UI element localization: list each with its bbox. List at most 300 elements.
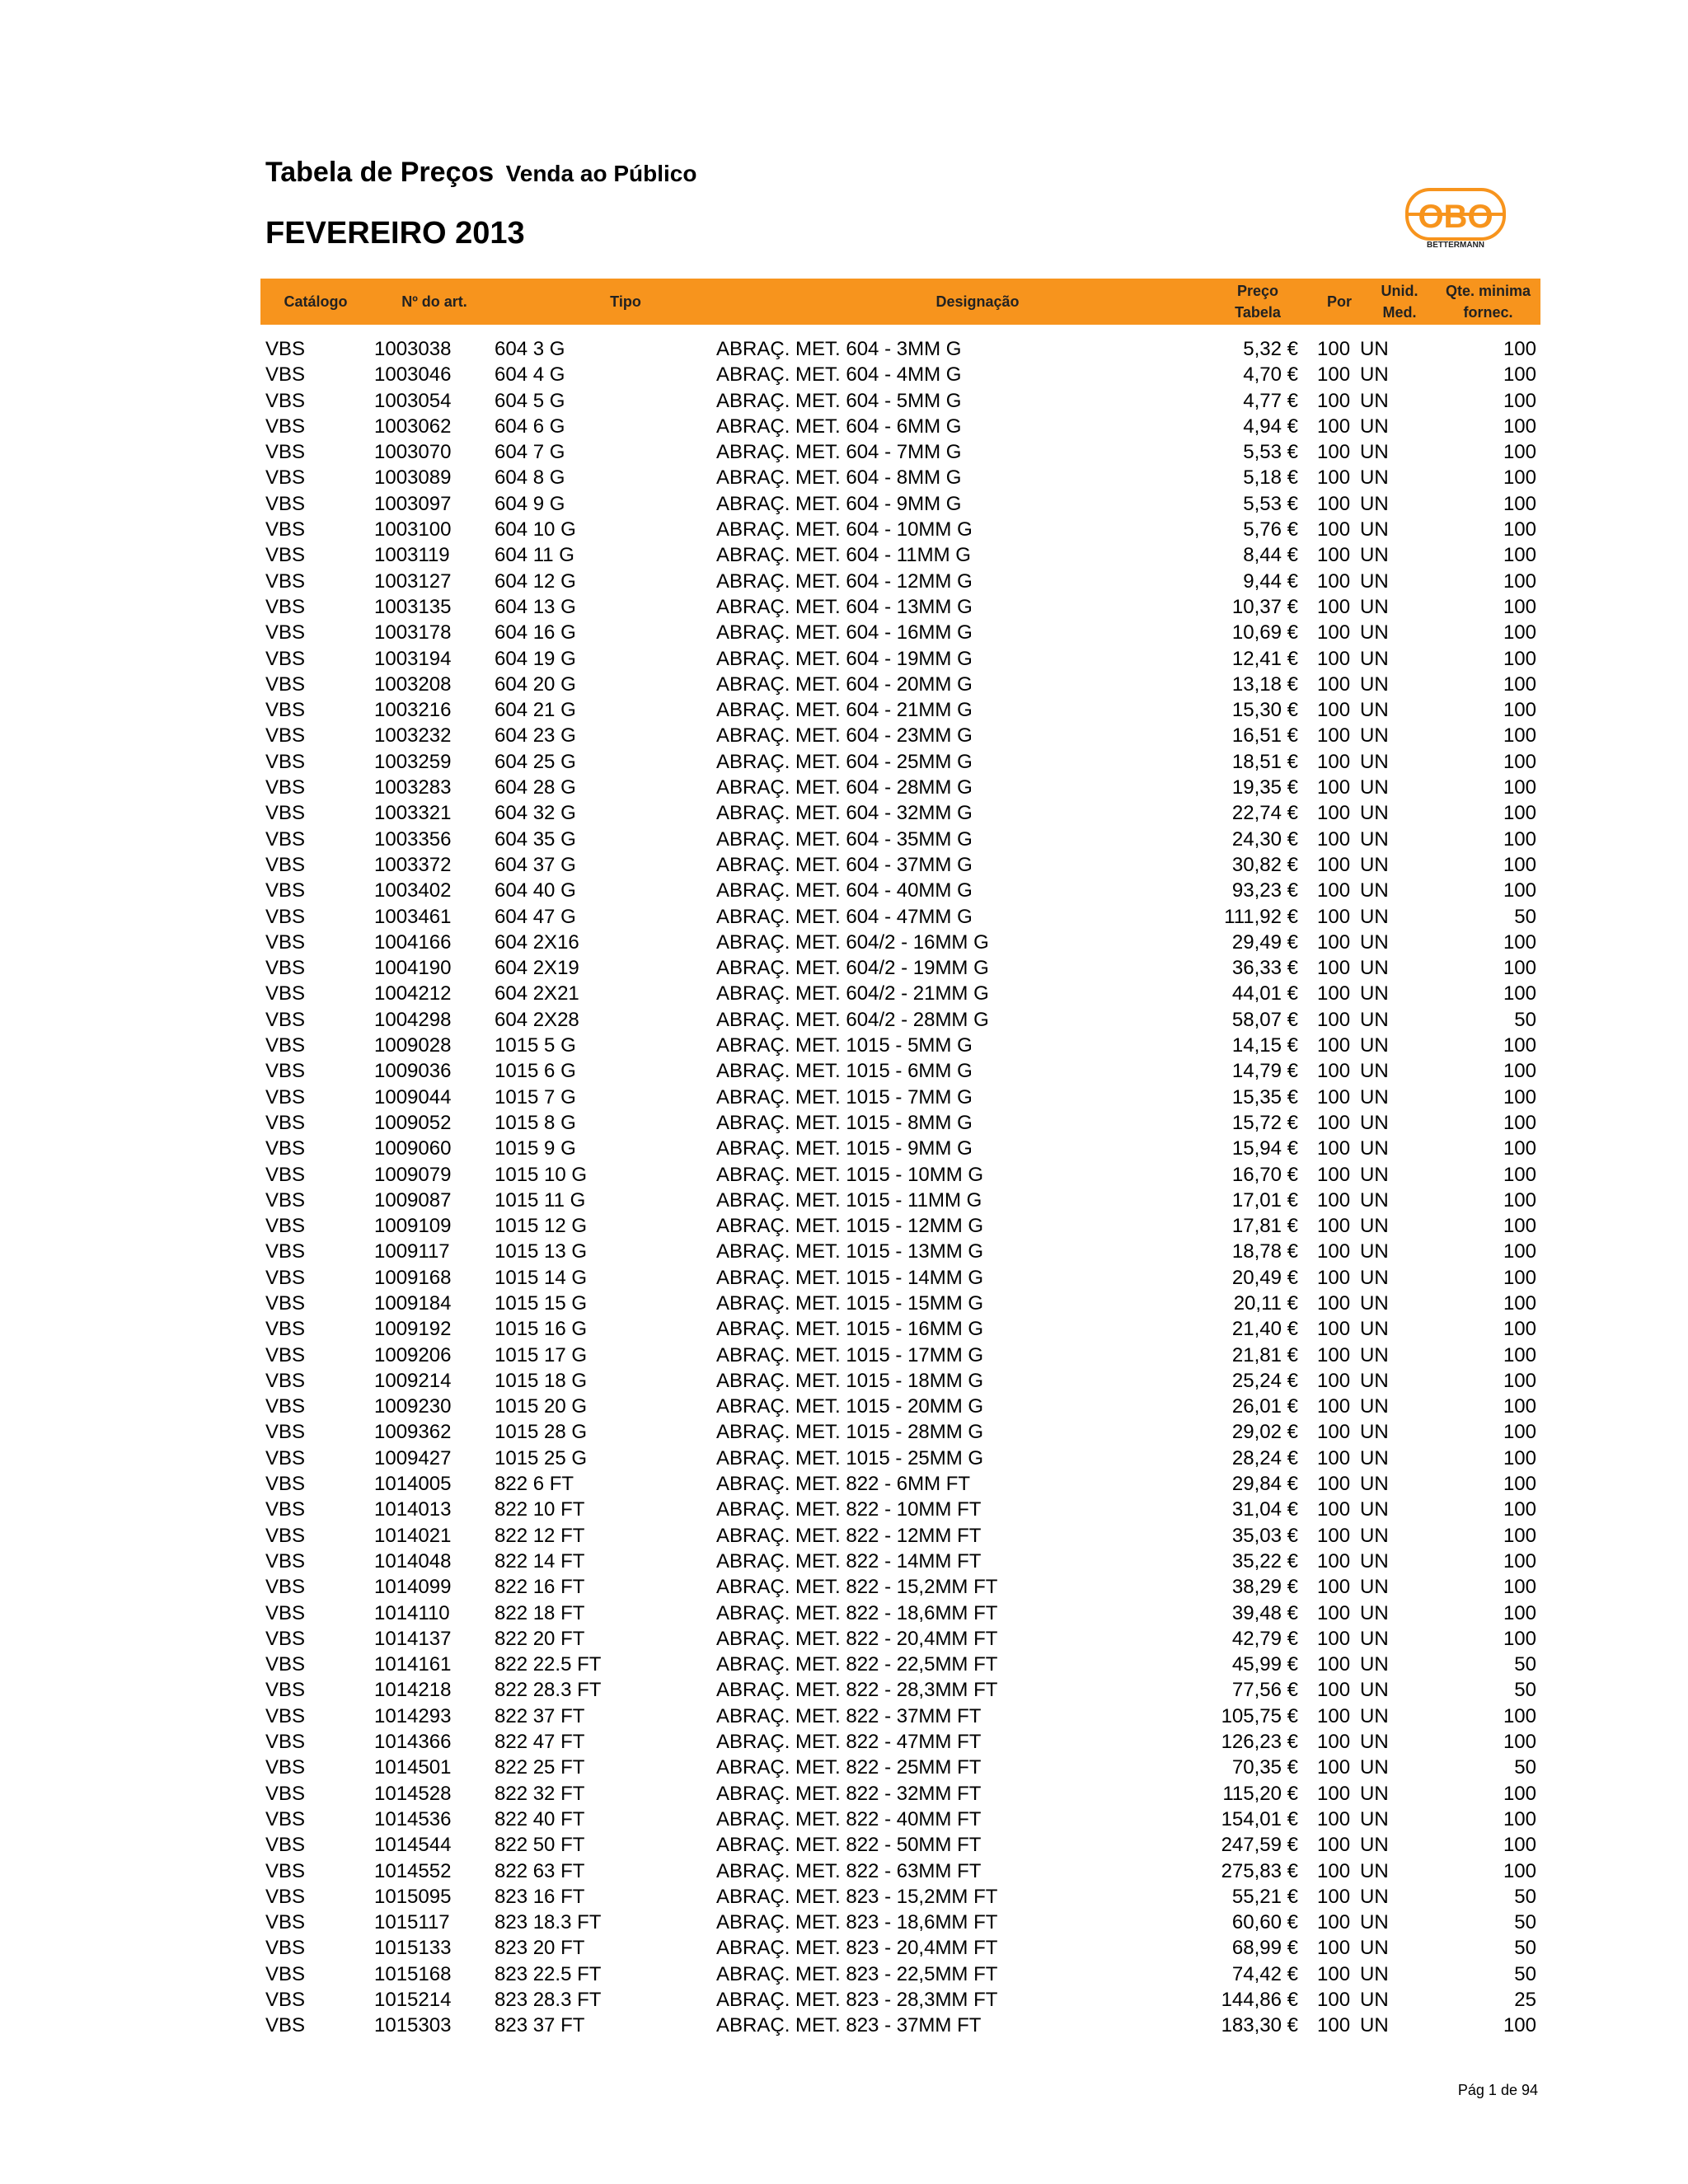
cell-preco: 36,33 €: [1231, 957, 1298, 980]
table-row: [0, 1033, 1688, 1058]
cell-n-art: 1014161: [374, 1653, 452, 1676]
table-row: [0, 1265, 1688, 1291]
cell-designacao: ABRAÇ. MET. 822 - 28,3MM FT: [716, 1679, 998, 1702]
cell-tipo: 823 20 FT: [495, 1937, 585, 1960]
table-row: [0, 672, 1688, 697]
cell-unid: UN: [1360, 1446, 1389, 1469]
cell-n-art: 1003194: [374, 647, 452, 670]
cell-qte-minima: 50: [1514, 1756, 1536, 1779]
cell-qte-minima: 100: [1503, 699, 1536, 722]
table-row: [0, 1704, 1688, 1729]
table-row: [0, 697, 1688, 723]
cell-qte-minima: 100: [1503, 1576, 1536, 1599]
cell-preco: 4,94 €: [1243, 415, 1298, 438]
cell-por: 100: [1317, 389, 1351, 412]
cell-qte-minima: 100: [1503, 1369, 1536, 1392]
cell-designacao: ABRAÇ. MET. 1015 - 17MM G: [716, 1343, 984, 1366]
cell-preco: 35,03 €: [1231, 1524, 1298, 1547]
cell-qte-minima: 100: [1503, 1240, 1536, 1263]
cell-unid: UN: [1360, 1163, 1389, 1186]
cell-unid: UN: [1360, 621, 1389, 644]
cell-catalogo: VBS: [265, 1859, 306, 1882]
cell-qte-minima: 50: [1514, 1911, 1536, 1934]
cell-tipo: 822 47 FT: [495, 1731, 585, 1754]
cell-qte-minima: 50: [1514, 1885, 1536, 1908]
cell-por: 100: [1317, 1498, 1351, 1521]
cell-n-art: 1003461: [374, 905, 452, 928]
table-row: [0, 1368, 1688, 1394]
cell-preco: 55,21 €: [1231, 1885, 1298, 1908]
col-por: [1315, 279, 1363, 325]
cell-tipo: 822 32 FT: [495, 1782, 585, 1805]
cell-unid: UN: [1360, 1343, 1389, 1366]
cell-qte-minima: 25: [1514, 1989, 1536, 2011]
cell-tipo: 1015 28 G: [495, 1421, 588, 1444]
cell-designacao: ABRAÇ. MET. 822 - 12MM FT: [716, 1524, 982, 1547]
cell-catalogo: VBS: [265, 957, 306, 980]
cell-designacao: ABRAÇ. MET. 604 - 28MM G: [716, 776, 973, 799]
cell-preco: 247,59 €: [1221, 1834, 1298, 1857]
table-row: [0, 1497, 1688, 1522]
cell-n-art: 1003038: [374, 338, 452, 360]
cell-n-art: 1003135: [374, 595, 452, 618]
cell-designacao: ABRAÇ. MET. 822 - 14MM FT: [716, 1549, 982, 1572]
cell-unid: UN: [1360, 957, 1389, 980]
cell-por: 100: [1317, 982, 1351, 1005]
cell-preco: 15,30 €: [1231, 699, 1298, 722]
cell-por: 100: [1317, 776, 1351, 799]
col-qte: [1436, 279, 1540, 325]
cell-designacao: ABRAÇ. MET. 604/2 - 19MM G: [716, 957, 989, 980]
cell-unid: UN: [1360, 2014, 1389, 2037]
cell-tipo: 822 20 FT: [495, 1627, 585, 1650]
cell-designacao: ABRAÇ. MET. 604 - 21MM G: [716, 699, 973, 722]
cell-n-art: 1009214: [374, 1369, 452, 1392]
cell-por: 100: [1317, 1601, 1351, 1624]
cell-catalogo: VBS: [265, 1240, 306, 1263]
cell-tipo: 604 32 G: [495, 802, 576, 825]
cell-unid: UN: [1360, 905, 1389, 928]
cell-unid: UN: [1360, 1601, 1389, 1624]
cell-tipo: 822 63 FT: [495, 1859, 585, 1882]
cell-tipo: 822 28.3 FT: [495, 1679, 602, 1702]
cell-n-art: 1003089: [374, 466, 452, 490]
cell-qte-minima: 100: [1503, 1291, 1536, 1315]
cell-catalogo: VBS: [265, 1318, 306, 1341]
cell-preco: 19,35 €: [1231, 776, 1298, 799]
cell-preco: 15,94 €: [1231, 1137, 1298, 1160]
table-row: [0, 1626, 1688, 1652]
cell-catalogo: VBS: [265, 982, 306, 1005]
cell-qte-minima: 100: [1503, 1111, 1536, 1134]
cell-n-art: 1014137: [374, 1627, 452, 1650]
cell-qte-minima: 100: [1503, 853, 1536, 876]
cell-qte-minima: 100: [1503, 1473, 1536, 1496]
cell-tipo: 604 25 G: [495, 750, 576, 773]
cell-tipo: 604 2X28: [495, 1008, 579, 1031]
cell-tipo: 822 25 FT: [495, 1756, 585, 1779]
cell-preco: 39,48 €: [1231, 1601, 1298, 1624]
cell-qte-minima: 100: [1503, 2014, 1536, 2037]
cell-designacao: ABRAÇ. MET. 1015 - 12MM G: [716, 1215, 984, 1238]
col-unid-line1: Unid.: [1381, 282, 1418, 299]
cell-catalogo: VBS: [265, 1989, 306, 2011]
cell-n-art: 1003356: [374, 827, 452, 851]
cell-designacao: ABRAÇ. MET. 822 - 40MM FT: [716, 1807, 982, 1830]
cell-designacao: ABRAÇ. MET. 1015 - 8MM G: [716, 1111, 973, 1134]
table-row: [0, 646, 1688, 672]
cell-unid: UN: [1360, 1034, 1389, 1057]
table-row: [0, 1961, 1688, 1987]
cell-por: 100: [1317, 415, 1351, 438]
cell-preco: 4,70 €: [1243, 363, 1298, 387]
cell-qte-minima: 50: [1514, 905, 1536, 928]
cell-designacao: ABRAÇ. MET. 604 - 8MM G: [716, 466, 962, 490]
cell-designacao: ABRAÇ. MET. 1015 - 7MM G: [716, 1085, 973, 1108]
cell-tipo: 822 40 FT: [495, 1807, 585, 1830]
cell-unid: UN: [1360, 776, 1389, 799]
cell-tipo: 1015 17 G: [495, 1343, 588, 1366]
cell-tipo: 604 7 G: [495, 441, 565, 464]
cell-por: 100: [1317, 1524, 1351, 1547]
cell-catalogo: VBS: [265, 1111, 306, 1134]
cell-tipo: 1015 25 G: [495, 1446, 588, 1469]
cell-catalogo: VBS: [265, 389, 306, 412]
cell-qte-minima: 100: [1503, 930, 1536, 954]
cell-n-art: 1014293: [374, 1704, 452, 1727]
cell-qte-minima: 100: [1503, 750, 1536, 773]
cell-catalogo: VBS: [265, 879, 306, 902]
table-row: [0, 1910, 1688, 1935]
cell-tipo: 822 18 FT: [495, 1601, 585, 1624]
cell-designacao: ABRAÇ. MET. 604 - 12MM G: [716, 569, 973, 593]
cell-designacao: ABRAÇ. MET. 604 - 32MM G: [716, 802, 973, 825]
cell-n-art: 1003372: [374, 853, 452, 876]
cell-preco: 74,42 €: [1231, 1962, 1298, 1985]
cell-designacao: ABRAÇ. MET. 823 - 20,4MM FT: [716, 1937, 998, 1960]
cell-unid: UN: [1360, 1240, 1389, 1263]
cell-n-art: 1003119: [374, 544, 450, 567]
cell-designacao: ABRAÇ. MET. 604 - 4MM G: [716, 363, 962, 387]
cell-por: 100: [1317, 1215, 1351, 1238]
cell-por: 100: [1317, 1859, 1351, 1882]
cell-unid: UN: [1360, 1885, 1389, 1908]
cell-preco: 8,44 €: [1243, 544, 1298, 567]
cell-catalogo: VBS: [265, 1807, 306, 1830]
cell-tipo: 604 6 G: [495, 415, 565, 438]
cell-n-art: 1014005: [374, 1473, 452, 1496]
cell-preco: 18,51 €: [1231, 750, 1298, 773]
cell-n-art: 1014366: [374, 1731, 452, 1754]
cell-qte-minima: 100: [1503, 1782, 1536, 1805]
cell-por: 100: [1317, 1163, 1351, 1186]
cell-n-art: 1015117: [374, 1911, 450, 1934]
cell-preco: 45,99 €: [1231, 1653, 1298, 1676]
cell-tipo: 604 10 G: [495, 518, 576, 541]
cell-qte-minima: 100: [1503, 1395, 1536, 1418]
cell-unid: UN: [1360, 853, 1389, 876]
table-row: [0, 1446, 1688, 1471]
cell-catalogo: VBS: [265, 1962, 306, 1985]
cell-n-art: 1009079: [374, 1163, 452, 1186]
cell-unid: UN: [1360, 647, 1389, 670]
cell-designacao: ABRAÇ. MET. 823 - 37MM FT: [716, 2014, 982, 2037]
cell-qte-minima: 100: [1503, 1549, 1536, 1572]
cell-tipo: 604 28 G: [495, 776, 576, 799]
col-n-art-label: Nº do art.: [401, 293, 467, 310]
cell-tipo: 604 16 G: [495, 621, 576, 644]
cell-tipo: 1015 16 G: [495, 1318, 588, 1341]
table-row: [0, 1394, 1688, 1419]
cell-unid: UN: [1360, 338, 1389, 360]
cell-por: 100: [1317, 879, 1351, 902]
cell-n-art: 1014501: [374, 1756, 452, 1779]
cell-designacao: ABRAÇ. MET. 604 - 5MM G: [716, 389, 962, 412]
cell-catalogo: VBS: [265, 1834, 306, 1857]
cell-preco: 20,49 €: [1231, 1266, 1298, 1289]
page-title-row: [265, 157, 696, 189]
cell-unid: UN: [1360, 1215, 1389, 1238]
cell-tipo: 1015 9 G: [495, 1137, 576, 1160]
cell-tipo: 604 37 G: [495, 853, 576, 876]
cell-qte-minima: 100: [1503, 338, 1536, 360]
cell-unid: UN: [1360, 1111, 1389, 1134]
cell-tipo: 604 21 G: [495, 699, 576, 722]
month-title: FEVEREIRO 2013: [265, 216, 525, 251]
cell-preco: 126,23 €: [1221, 1731, 1298, 1754]
cell-por: 100: [1317, 492, 1351, 515]
cell-unid: UN: [1360, 1756, 1389, 1779]
cell-n-art: 1014110: [374, 1601, 450, 1624]
cell-qte-minima: 100: [1503, 518, 1536, 541]
col-tipo-label: Tipo: [610, 293, 641, 310]
cell-catalogo: VBS: [265, 1601, 306, 1624]
cell-tipo: 1015 11 G: [495, 1188, 586, 1212]
cell-qte-minima: 100: [1503, 673, 1536, 696]
cell-por: 100: [1317, 1395, 1351, 1418]
cell-catalogo: VBS: [265, 2014, 306, 2037]
cell-unid: UN: [1360, 930, 1389, 954]
cell-designacao: ABRAÇ. MET. 1015 - 10MM G: [716, 1163, 984, 1186]
cell-qte-minima: 50: [1514, 1937, 1536, 1960]
table-row: [0, 852, 1688, 878]
cell-designacao: ABRAÇ. MET. 604 - 40MM G: [716, 879, 973, 902]
cell-por: 100: [1317, 1627, 1351, 1650]
cell-catalogo: VBS: [265, 1137, 306, 1160]
cell-qte-minima: 100: [1503, 957, 1536, 980]
cell-qte-minima: 100: [1503, 389, 1536, 412]
cell-por: 100: [1317, 441, 1351, 464]
table-row: [0, 1755, 1688, 1780]
cell-catalogo: VBS: [265, 802, 306, 825]
cell-tipo: 604 40 G: [495, 879, 576, 902]
cell-qte-minima: 100: [1503, 441, 1536, 464]
cell-catalogo: VBS: [265, 1937, 306, 1960]
cell-catalogo: VBS: [265, 338, 306, 360]
cell-n-art: 1014552: [374, 1859, 452, 1882]
cell-tipo: 1015 15 G: [495, 1291, 588, 1315]
table-row: [0, 414, 1688, 439]
table-row: [0, 1162, 1688, 1188]
cell-qte-minima: 100: [1503, 1215, 1536, 1238]
cell-designacao: ABRAÇ. MET. 1015 - 6MM G: [716, 1060, 973, 1083]
cell-catalogo: VBS: [265, 1085, 306, 1108]
cell-qte-minima: 100: [1503, 982, 1536, 1005]
cell-designacao: ABRAÇ. MET. 822 - 22,5MM FT: [716, 1653, 998, 1676]
cell-por: 100: [1317, 466, 1351, 490]
cell-designacao: ABRAÇ. MET. 822 - 63MM FT: [716, 1859, 982, 1882]
cell-preco: 58,07 €: [1231, 1008, 1298, 1031]
cell-catalogo: VBS: [265, 1034, 306, 1057]
cell-qte-minima: 100: [1503, 776, 1536, 799]
cell-tipo: 822 14 FT: [495, 1549, 585, 1572]
cell-qte-minima: 100: [1503, 1446, 1536, 1469]
cell-n-art: 1003232: [374, 724, 452, 748]
cell-unid: UN: [1360, 569, 1389, 593]
table-row: [0, 827, 1688, 852]
cell-qte-minima: 100: [1503, 1034, 1536, 1057]
cell-por: 100: [1317, 905, 1351, 928]
cell-n-art: 1015214: [374, 1989, 452, 2011]
cell-preco: 42,79 €: [1231, 1627, 1298, 1650]
cell-qte-minima: 100: [1503, 1859, 1536, 1882]
cell-catalogo: VBS: [265, 1653, 306, 1676]
cell-por: 100: [1317, 1266, 1351, 1289]
cell-tipo: 823 37 FT: [495, 2014, 585, 2037]
cell-por: 100: [1317, 1549, 1351, 1572]
cell-preco: 68,99 €: [1231, 1937, 1298, 1960]
cell-tipo: 604 20 G: [495, 673, 576, 696]
cell-tipo: 604 11 G: [495, 544, 574, 567]
cell-catalogo: VBS: [265, 905, 306, 928]
cell-qte-minima: 100: [1503, 1163, 1536, 1186]
cell-por: 100: [1317, 1834, 1351, 1857]
cell-designacao: ABRAÇ. MET. 604 - 7MM G: [716, 441, 962, 464]
cell-por: 100: [1317, 1421, 1351, 1444]
cell-preco: 4,77 €: [1243, 389, 1298, 412]
cell-tipo: 604 47 G: [495, 905, 576, 928]
cell-tipo: 604 13 G: [495, 595, 576, 618]
cell-preco: 13,18 €: [1231, 673, 1298, 696]
cell-preco: 29,84 €: [1231, 1473, 1298, 1496]
cell-qte-minima: 100: [1503, 1704, 1536, 1727]
cell-designacao: ABRAÇ. MET. 1015 - 28MM G: [716, 1421, 984, 1444]
page-subtitle: Venda ao Público: [505, 161, 697, 186]
table-row: [0, 955, 1688, 981]
cell-preco: 115,20 €: [1222, 1782, 1298, 1805]
cell-unid: UN: [1360, 518, 1389, 541]
cell-preco: 21,40 €: [1231, 1318, 1298, 1341]
cell-designacao: ABRAÇ. MET. 1015 - 18MM G: [716, 1369, 984, 1392]
table-row: [0, 981, 1688, 1006]
cell-catalogo: VBS: [265, 1008, 306, 1031]
cell-unid: UN: [1360, 699, 1389, 722]
cell-catalogo: VBS: [265, 1627, 306, 1650]
cell-por: 100: [1317, 1240, 1351, 1263]
table-row: [0, 362, 1688, 387]
cell-por: 100: [1317, 853, 1351, 876]
cell-preco: 9,44 €: [1243, 569, 1298, 593]
cell-por: 100: [1317, 1782, 1351, 1805]
cell-designacao: ABRAÇ. MET. 1015 - 5MM G: [716, 1034, 973, 1057]
cell-designacao: ABRAÇ. MET. 604 - 16MM G: [716, 621, 973, 644]
cell-por: 100: [1317, 338, 1351, 360]
cell-preco: 77,56 €: [1231, 1679, 1298, 1702]
cell-tipo: 823 18.3 FT: [495, 1911, 602, 1934]
cell-tipo: 604 2X19: [495, 957, 579, 980]
table-row: [0, 517, 1688, 542]
cell-preco: 5,53 €: [1243, 441, 1298, 464]
cell-catalogo: VBS: [265, 699, 306, 722]
table-row: [0, 878, 1688, 903]
cell-qte-minima: 100: [1503, 466, 1536, 490]
cell-designacao: ABRAÇ. MET. 604/2 - 28MM G: [716, 1008, 989, 1031]
cell-tipo: 823 28.3 FT: [495, 1989, 602, 2011]
cell-n-art: 1009206: [374, 1343, 452, 1366]
cell-preco: 31,04 €: [1231, 1498, 1298, 1521]
cell-n-art: 1003259: [374, 750, 452, 773]
cell-unid: UN: [1360, 1060, 1389, 1083]
cell-catalogo: VBS: [265, 1446, 306, 1469]
cell-tipo: 1015 14 G: [495, 1266, 588, 1289]
cell-catalogo: VBS: [265, 1679, 306, 1702]
cell-qte-minima: 100: [1503, 647, 1536, 670]
cell-tipo: 604 19 G: [495, 647, 576, 670]
cell-unid: UN: [1360, 1653, 1389, 1676]
cell-preco: 5,76 €: [1243, 518, 1298, 541]
table-row: [0, 1213, 1688, 1239]
cell-por: 100: [1317, 569, 1351, 593]
cell-unid: UN: [1360, 1473, 1389, 1496]
cell-unid: UN: [1360, 879, 1389, 902]
cell-unid: UN: [1360, 1627, 1389, 1650]
cell-qte-minima: 100: [1503, 1807, 1536, 1830]
cell-tipo: 1015 8 G: [495, 1111, 576, 1134]
cell-qte-minima: 100: [1503, 1421, 1536, 1444]
cell-tipo: 822 10 FT: [495, 1498, 585, 1521]
cell-qte-minima: 100: [1503, 1318, 1536, 1341]
cell-catalogo: VBS: [265, 621, 306, 644]
cell-tipo: 1015 5 G: [495, 1034, 576, 1057]
cell-tipo: 1015 7 G: [495, 1085, 576, 1108]
cell-por: 100: [1317, 1034, 1351, 1057]
cell-preco: 38,29 €: [1231, 1576, 1298, 1599]
cell-por: 100: [1317, 1008, 1351, 1031]
page-title: Tabela de Preços: [265, 157, 495, 188]
cell-designacao: ABRAÇ. MET. 604/2 - 16MM G: [716, 930, 989, 954]
cell-qte-minima: 100: [1503, 1085, 1536, 1108]
cell-preco: 105,75 €: [1221, 1704, 1298, 1727]
cell-tipo: 604 5 G: [495, 389, 565, 412]
col-unid-line2: Med.: [1382, 304, 1417, 321]
cell-tipo: 604 9 G: [495, 492, 565, 515]
cell-catalogo: VBS: [265, 363, 306, 387]
cell-preco: 21,81 €: [1231, 1343, 1298, 1366]
cell-preco: 17,01 €: [1231, 1188, 1298, 1212]
cell-unid: UN: [1360, 1369, 1389, 1392]
cell-qte-minima: 100: [1503, 1524, 1536, 1547]
cell-unid: UN: [1360, 1266, 1389, 1289]
cell-designacao: ABRAÇ. MET. 822 - 37MM FT: [716, 1704, 982, 1727]
cell-n-art: 1014536: [374, 1807, 452, 1830]
cell-designacao: ABRAÇ. MET. 823 - 15,2MM FT: [716, 1885, 998, 1908]
cell-preco: 93,23 €: [1231, 879, 1298, 902]
col-qte-line1: Qte. minima: [1445, 282, 1531, 299]
cell-catalogo: VBS: [265, 750, 306, 773]
cell-designacao: ABRAÇ. MET. 822 - 15,2MM FT: [716, 1576, 998, 1599]
table-row: [0, 1136, 1688, 1161]
cell-qte-minima: 100: [1503, 724, 1536, 748]
